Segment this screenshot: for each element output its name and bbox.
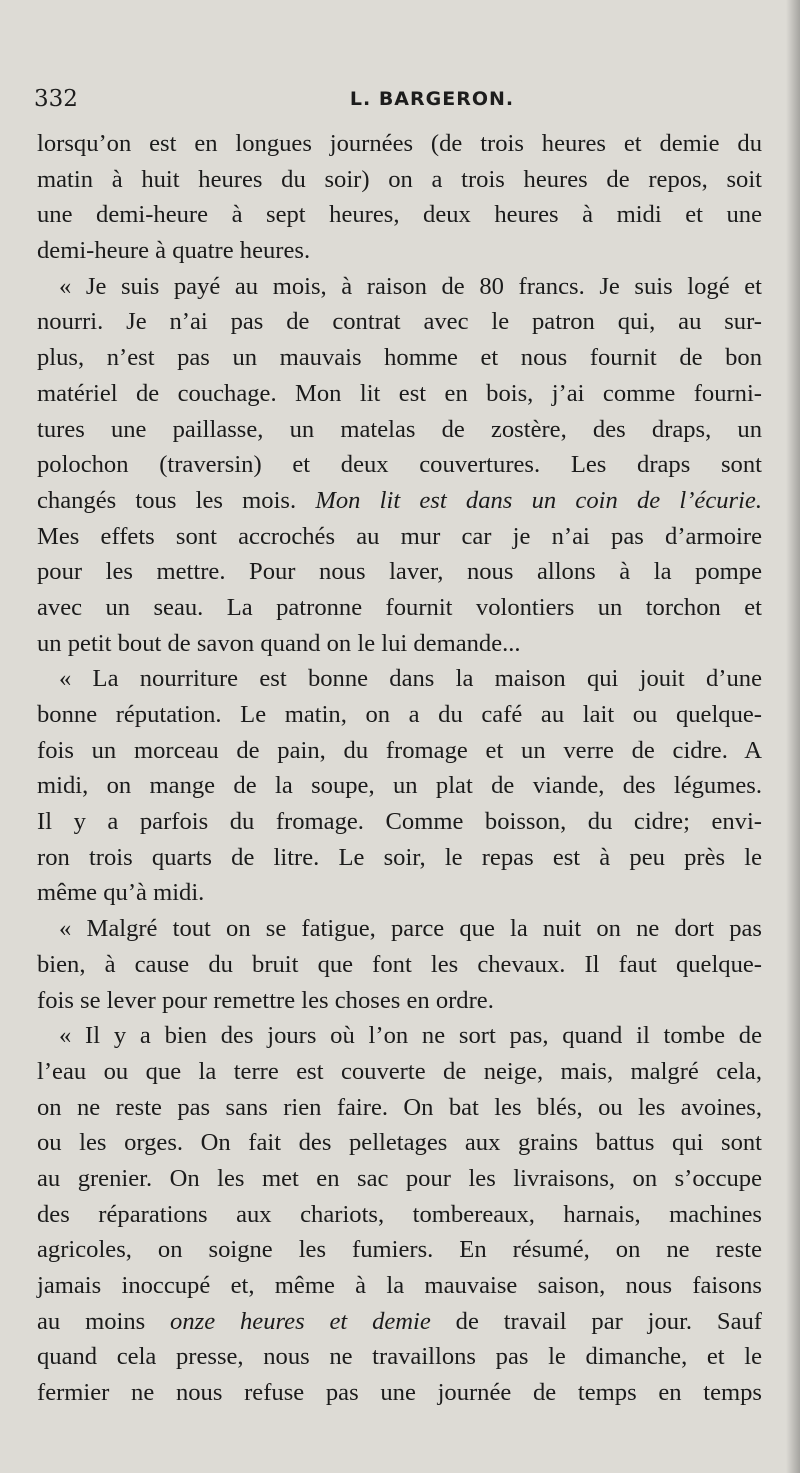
text-run: fois se lever pour remettre les choses en ordre. — [37, 986, 494, 1014]
text-run: de travail par jour. Sauf — [430, 1307, 762, 1335]
text-line — [37, 519, 762, 555]
text-run: ou les orges. On fait des pelletages aux grains battus qui sont — [37, 1129, 762, 1157]
text-line — [37, 804, 762, 840]
text-line — [37, 911, 762, 947]
text-run: jamais inoccupé et, même à la mauvaise saison, nous faisons — [37, 1272, 762, 1299]
text-line — [37, 1018, 762, 1054]
text-run: des réparations aux chariots, tombereaux, harnais, machines — [37, 1200, 762, 1228]
text-line — [37, 983, 762, 1019]
text-run: nourri. Je n’ai pas de contrat avec le patron qui, au sur- — [37, 308, 762, 336]
text-line — [37, 1054, 762, 1090]
text-run: au moins — [37, 1307, 171, 1335]
text-run: Il y a parfois du fromage. Comme boisson, du cidre; envi- — [37, 808, 762, 836]
text-line — [37, 1375, 762, 1411]
text-line — [37, 304, 762, 340]
text-line — [37, 197, 762, 233]
text-run: matériel de couchage. Mon lit est en bois, j’ai comme fourni- — [37, 379, 762, 407]
text-line — [37, 1125, 762, 1161]
text-run: « Je suis payé au mois, à raison de 80 francs. Je suis logé et — [59, 272, 762, 300]
text-line — [37, 875, 762, 911]
text-run: au grenier. On les met en sac pour les livraisons, on s’occupe — [37, 1164, 762, 1192]
text-line — [37, 447, 762, 483]
text-run: une demi-heure à sept heures, deux heures à midi et une — [37, 201, 762, 229]
text-run: pour les mettre. Pour nous laver, nous allons à la pompe — [37, 558, 762, 586]
text-line — [37, 162, 762, 198]
text-line — [37, 1197, 762, 1233]
text-run: avec un seau. La patronne fournit volontiers un torchon et — [37, 593, 762, 621]
page-edge-shadow — [786, 0, 800, 1473]
text-run: même qu’à midi. — [37, 879, 205, 907]
text-line — [37, 661, 762, 697]
text-run: fermier ne nous refuse pas une journée de temps en temps — [37, 1379, 762, 1407]
text-line — [37, 626, 762, 662]
text-run: fois un morceau de pain, du fromage et un verre de cidre. A — [37, 736, 762, 764]
text-run: « Il y a bien des jours où l’on ne sort pas, quand il tombe de — [59, 1022, 762, 1050]
body-text — [37, 126, 762, 1411]
text-run: on ne reste pas sans rien faire. On bat les blés, ou les avoines, — [37, 1093, 762, 1121]
text-run: lorsqu’on est en longues journées (de trois heures et demie du — [37, 130, 762, 157]
text-run: « La nourriture est bonne dans la maison qui jouit d’une — [59, 665, 762, 693]
text-line — [37, 233, 762, 269]
text-line — [37, 1232, 762, 1268]
text-line — [37, 340, 762, 376]
text-run: demi-heure à quatre heures. — [37, 237, 311, 265]
text-line — [37, 376, 762, 412]
text-line — [37, 412, 762, 448]
text-line — [37, 733, 762, 769]
text-line — [37, 947, 762, 983]
text-run: Mes effets sont accrochés au mur car je n’ai pas d’armoire — [37, 522, 762, 550]
text-line — [37, 697, 762, 733]
text-line — [37, 840, 762, 876]
text-run: bien, à cause du bruit que font les chevaux. Il faut quelque- — [37, 950, 762, 978]
page-header — [34, 86, 764, 118]
text-run: tures une paillasse, un matelas de zostère, des draps, un — [37, 415, 762, 443]
text-run: un petit bout de savon quand on le lui demande... — [37, 629, 521, 657]
text-line — [37, 1161, 762, 1197]
page-number: 332 — [34, 86, 78, 112]
text-line — [37, 1268, 762, 1304]
text-line — [37, 269, 762, 305]
text-line — [37, 590, 762, 626]
text-line — [37, 126, 762, 162]
italic-run: onze heures et demie — [170, 1307, 431, 1335]
text-run: « Malgré tout on se fatigue, parce que la nuit on ne dort pas — [59, 915, 762, 943]
text-run: agricoles, on soigne les fumiers. En résumé, on ne reste — [37, 1236, 762, 1264]
text-line — [37, 554, 762, 590]
text-run: l’eau ou que la terre est couverte de neige, mais, malgré cela, — [37, 1057, 762, 1085]
text-line — [37, 483, 762, 519]
text-run: plus, n’est pas un mauvais homme et nous fournit de bon — [37, 344, 762, 372]
text-run: quand cela presse, nous ne travaillons pas le dimanche, et le — [37, 1343, 762, 1371]
text-line — [37, 1090, 762, 1126]
text-line — [37, 1304, 762, 1340]
text-run: matin à huit heures du soir) on a trois heures de repos, soit — [37, 165, 762, 193]
text-line — [37, 768, 762, 804]
text-run: midi, on mange de la soupe, un plat de viande, des légumes. — [37, 772, 762, 800]
text-run: changés tous les mois. — [37, 486, 316, 514]
running-head: L. BARGERON. — [349, 88, 515, 110]
italic-run: Mon lit est dans un coin de l’écurie. — [315, 486, 763, 514]
text-run: ron trois quarts de litre. Le soir, le repas est à peu près le — [37, 843, 762, 871]
text-line — [37, 1339, 762, 1375]
text-run: polochon (traversin) et deux couvertures. Les draps sont — [37, 451, 762, 479]
text-run: bonne réputation. Le matin, on a du café au lait ou quelque- — [37, 701, 762, 728]
